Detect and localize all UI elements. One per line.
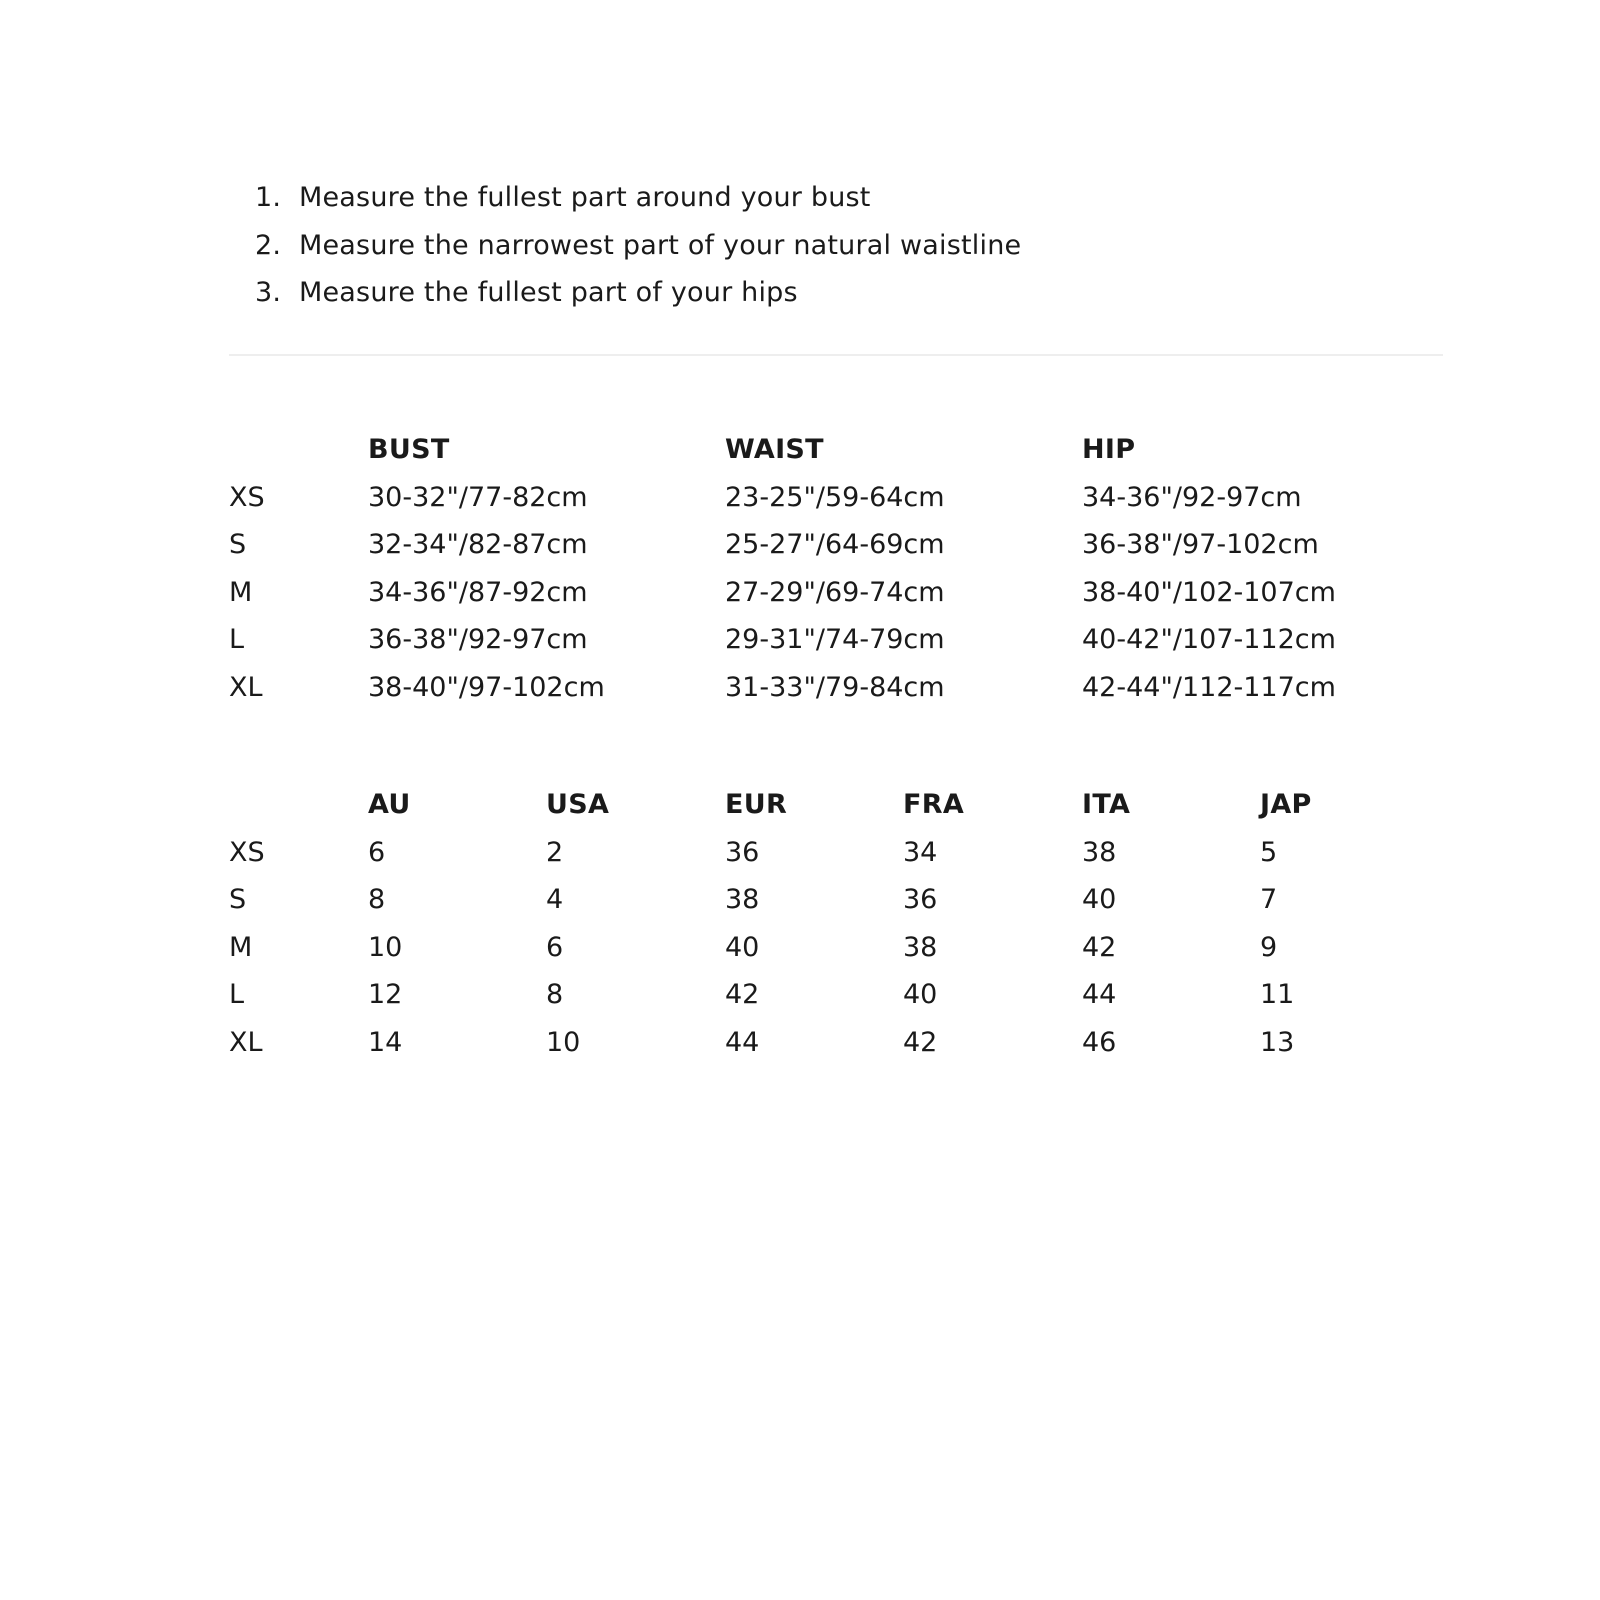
table-row xyxy=(229,474,1459,522)
table-row xyxy=(229,664,1459,712)
ita-value: 44 xyxy=(1082,979,1117,1011)
ita-value: 46 xyxy=(1082,1026,1117,1058)
eur-header: EUR xyxy=(725,789,788,821)
size-label: S xyxy=(229,884,247,916)
waist-value: 31-33"/79-84cm xyxy=(725,671,945,703)
au-header: AU xyxy=(368,789,411,821)
fra-value: 36 xyxy=(903,884,938,916)
au-value: 12 xyxy=(368,979,403,1011)
instruction-text: Measure the fullest part around your bust xyxy=(299,182,871,213)
table-header-row xyxy=(229,426,1459,474)
size-label: M xyxy=(229,576,253,608)
eur-value: 40 xyxy=(725,931,760,963)
au-value: 8 xyxy=(368,884,386,916)
hip-value: 36-38"/97-102cm xyxy=(1082,529,1319,561)
waist-header: WAIST xyxy=(725,434,824,466)
measuring-instructions xyxy=(255,174,1021,317)
eur-value: 36 xyxy=(725,836,760,868)
eur-value: 38 xyxy=(725,884,760,916)
jap-value: 9 xyxy=(1260,931,1278,963)
size-conversion-table xyxy=(229,781,1459,1066)
instruction-number: 3. xyxy=(255,277,282,308)
fra-value: 38 xyxy=(903,931,938,963)
table-row xyxy=(229,829,1459,877)
usa-value: 10 xyxy=(546,1026,581,1058)
section-divider xyxy=(229,354,1443,356)
jap-value: 11 xyxy=(1260,979,1295,1011)
instruction-text: Measure the narrowest part of your natural waistline xyxy=(299,229,1022,261)
fra-value: 42 xyxy=(903,1026,938,1058)
au-value: 6 xyxy=(368,836,386,868)
eur-value: 42 xyxy=(725,979,760,1011)
size-label: XS xyxy=(229,481,265,513)
hip-value: 40-42"/107-112cm xyxy=(1082,624,1336,656)
table-row xyxy=(229,569,1459,617)
instruction-text: Measure the fullest part of your hips xyxy=(299,277,798,308)
table-header-row xyxy=(229,781,1459,829)
size-header xyxy=(229,426,368,474)
usa-value: 2 xyxy=(546,836,564,868)
usa-value: 6 xyxy=(546,931,564,963)
size-label: L xyxy=(229,979,245,1011)
table-row xyxy=(229,1019,1459,1067)
jap-value: 5 xyxy=(1260,836,1278,868)
table-row xyxy=(229,616,1459,664)
hip-value: 42-44"/112-117cm xyxy=(1082,671,1336,703)
ita-value: 38 xyxy=(1082,836,1117,868)
au-value: 14 xyxy=(368,1026,403,1058)
jap-header: JAP xyxy=(1260,789,1312,821)
ita-value: 42 xyxy=(1082,931,1117,963)
table-row xyxy=(229,924,1459,972)
au-value: 10 xyxy=(368,931,403,963)
size-label: XL xyxy=(229,671,263,703)
size-label: XS xyxy=(229,836,265,868)
usa-header: USA xyxy=(546,789,610,821)
body-measurements-table xyxy=(229,426,1459,711)
fra-value: 34 xyxy=(903,836,938,868)
jap-value: 13 xyxy=(1260,1026,1295,1058)
bust-value: 30-32"/77-82cm xyxy=(368,481,588,513)
waist-value: 27-29"/69-74cm xyxy=(725,576,945,608)
waist-value: 25-27"/64-69cm xyxy=(725,529,945,561)
hip-value: 38-40"/102-107cm xyxy=(1082,576,1336,608)
eur-value: 44 xyxy=(725,1026,760,1058)
fra-value: 40 xyxy=(903,979,938,1011)
waist-value: 29-31"/74-79cm xyxy=(725,624,945,656)
size-label: XL xyxy=(229,1026,263,1058)
usa-value: 4 xyxy=(546,884,564,916)
instruction-number: 2. xyxy=(255,229,282,261)
size-label: S xyxy=(229,529,247,561)
ita-value: 40 xyxy=(1082,884,1117,916)
fra-header: FRA xyxy=(903,789,965,821)
size-label: L xyxy=(229,624,245,656)
table-row xyxy=(229,971,1459,1019)
instruction-item xyxy=(255,222,1021,270)
bust-value: 36-38"/92-97cm xyxy=(368,624,588,656)
instruction-item xyxy=(255,269,1021,317)
hip-header: HIP xyxy=(1082,434,1136,466)
bust-header: BUST xyxy=(368,434,450,466)
jap-value: 7 xyxy=(1260,884,1278,916)
hip-value: 34-36"/92-97cm xyxy=(1082,481,1302,513)
bust-value: 32-34"/82-87cm xyxy=(368,529,588,561)
usa-value: 8 xyxy=(546,979,564,1011)
bust-value: 34-36"/87-92cm xyxy=(368,576,588,608)
bust-value: 38-40"/97-102cm xyxy=(368,671,605,703)
instruction-number: 1. xyxy=(255,182,282,213)
table-row xyxy=(229,521,1459,569)
size-label: M xyxy=(229,931,253,963)
waist-value: 23-25"/59-64cm xyxy=(725,481,945,513)
ita-header: ITA xyxy=(1082,789,1131,821)
table-row xyxy=(229,876,1459,924)
instruction-item xyxy=(255,174,1021,222)
size-header xyxy=(229,781,368,829)
